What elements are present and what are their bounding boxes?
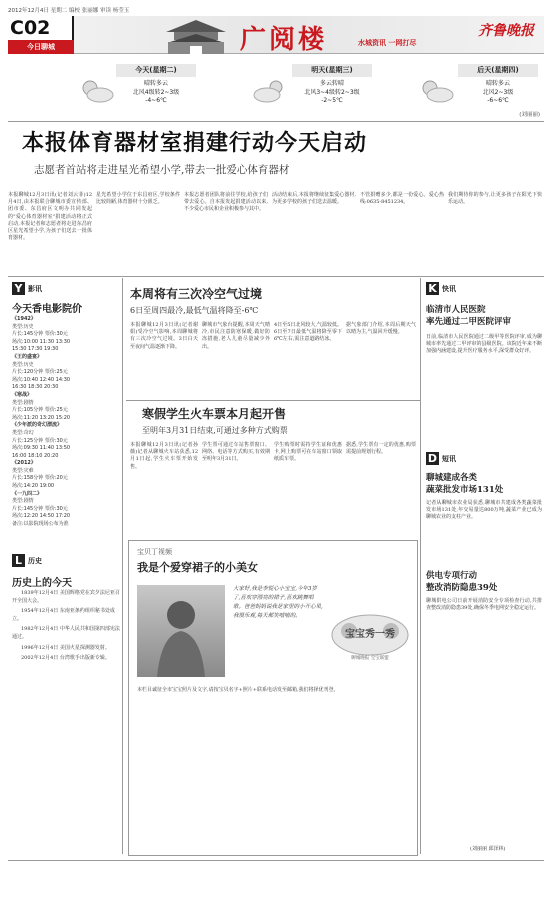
history-label: 历史 — [28, 556, 42, 565]
weather-day-2 — [292, 80, 372, 106]
movie-list-item: 类型:剧情 — [12, 498, 34, 505]
air-headline: 本周将有三次冷空气过境 — [130, 287, 263, 301]
movie-list — [12, 316, 120, 529]
column-subtitle: 水城资讯 一网打尽 — [358, 39, 417, 47]
history-list-item: 1954年12月4日 东南亚条约组织秘书处成立。 — [12, 608, 115, 622]
child-photo — [137, 585, 225, 677]
child-badge — [329, 611, 411, 663]
movie-list-item: 《寒战》 — [12, 391, 33, 398]
movie-list-item: 场次:10:00 11:30 13:30 — [12, 338, 71, 345]
brief-section-label — [426, 452, 456, 465]
movie-list-item: 类型:历史 — [12, 323, 34, 330]
weather-day-2-label: 明天(星期三) — [292, 64, 372, 77]
weather-day-3-wind: 北风2~3级 — [482, 88, 514, 96]
child-title: 我是个爱穿裙子的小美女 — [137, 561, 258, 574]
sun-cloud-icon — [418, 78, 454, 104]
air-col-4: 据气象部门介绍,本周后期天气以晴为主,气温回升缓慢。 — [346, 322, 416, 336]
weather-day-1-temp: -4~6℃ — [145, 97, 167, 104]
weather-day-1 — [116, 80, 196, 106]
movie-list-item: 片长:145分钟 票价:30元 — [12, 331, 68, 338]
weather-day-1-wind: 北风4级转2~3级 — [132, 88, 180, 96]
lead-col-3: 本报志愿者团队将前往学校,给孩子们带去爱心。自本报发起捐建活动以来,不少爱心市民和企业积极参与其中。 — [184, 192, 268, 213]
child-tag: 宝贝丁视频 — [137, 548, 172, 556]
movie-list-item: 16:30 18:30 20:30 — [12, 384, 59, 391]
movie-list-item: 场次:09:30 11:40 13:50 — [12, 445, 71, 452]
weather-day-3-label: 后天(星期四) — [458, 64, 538, 77]
sun-cloud-icon — [78, 78, 114, 104]
movie-list-item: 场次:10:40 12:40 14:30 — [12, 376, 71, 383]
movie-list-item: 《2012》 — [12, 460, 36, 467]
movie-section-label — [12, 282, 42, 295]
page-code: C02 — [8, 16, 74, 40]
weather-day-3-cond: 晴转多云 — [485, 80, 510, 87]
weather-day-1-label: 今天(星期二) — [116, 64, 196, 77]
brief-2-body: 聊城供电公司日前开展消防安全专项检查行动,共排查整改消防隐患39处,确保冬季电网安全稳定运行。 — [426, 598, 542, 612]
history-title: 历史上的今天 — [12, 578, 72, 589]
header-banner — [8, 16, 544, 54]
train-headline: 寒假学生火车票本月起开售 — [142, 407, 287, 421]
movie-list-item: 备注:以影院现场公布为准 — [12, 521, 69, 528]
air-col-2: 聊城市气象台提醒,本周天气晴冷,市民注意防寒保暖,做好防冻措施,老人儿童尽量减少外出。 — [202, 322, 270, 350]
movie-list-item: 片长:158分钟 票价:20元 — [12, 475, 68, 482]
movie-list-item: 类型:灾难 — [12, 467, 34, 474]
history-list — [12, 590, 120, 666]
child-feature-box — [128, 540, 418, 856]
movie-list-item: 《1942》 — [12, 316, 36, 322]
lead-col-1: 本报聊城12月3日讯(记者刘云菲)12月4日,由本报联合聊城市委宣传部、团市委、东昌府区文明办共同发起的"爱心体育器材室"捐建活动将正式启动,本报记者和志愿者将走进东昌府区星光希望小学,为孩子们送去一批体育器材。 — [8, 192, 92, 242]
weather-strip — [8, 56, 544, 120]
movie-list-item: 片长:120分钟 票价:25元 — [12, 369, 68, 376]
paper-logo: 齐鲁晚报 — [478, 23, 534, 39]
weather-day-2-cond: 多云转晴 — [319, 80, 344, 87]
movie-list-item: 《王的盛宴》 — [12, 353, 43, 360]
quick-section-label — [426, 282, 456, 295]
child-footer: 本栏目诚征全市宝宝照片及文字,请按宝贝名字+照片+联系电话发至邮箱,我们将择优刊登。 — [137, 687, 339, 693]
section-marker-y: Y — [12, 282, 25, 295]
brief-1-body: 记者从聊城市农业局获悉,聊城市共建成各类蔬菜批发市场131处,年交易量达800万吨,蔬菜产业已成为聊城农业的支柱产业。 — [426, 500, 542, 521]
movie-list-item: 片长:125分钟 票价:30元 — [12, 437, 68, 444]
movie-list-item: 15:30 17:30 19:30 — [12, 346, 59, 353]
brief-label: 短讯 — [442, 454, 456, 463]
weather-day-3 — [458, 80, 538, 106]
history-list-item: 1982年12月4日 中华人民共和国第四部宪法通过。 — [12, 626, 120, 640]
train-subheadline: 至明年3月31日结束,可通过多种方式购票 — [142, 426, 288, 435]
movie-list-item: 16:00 18:10 20:20 — [12, 452, 59, 459]
quick-title: 临清市人民医院 率先通过二甲医院评审 — [426, 305, 512, 327]
section-marker-l: L — [12, 554, 25, 567]
train-col-1: 本报聊城12月3日讯(记者孙薇)记者从聊城火车站获悉,12月1日起,学生火车票开始发售。 — [130, 442, 198, 470]
lead-col-6: 我们期待你的参与,让更多孩子在阳光下快乐运动。 — [448, 192, 542, 206]
lead-col-4: 活动结束后,本报将继续征集爱心器材,为更多学校的孩子们送去温暖。 — [272, 192, 356, 206]
weather-day-2-wind: 北风3~4级转2~3级 — [304, 88, 360, 96]
brief-2-title: 供电专项行动 整改消防隐患39处 — [426, 571, 498, 593]
weather-day-2-temp: -2~5℃ — [321, 97, 343, 104]
movie-list-item: 《一九四二》 — [12, 490, 43, 497]
badge-title: 宝宝秀一秀 — [345, 629, 395, 640]
brief-1-title: 聊城建成各类 蔬菜批发市场131处 — [426, 473, 504, 495]
brief-2-source: (刘丽丽 邱泽林) — [470, 846, 506, 852]
air-subheadline: 6日至周四最冷,最低气温将降至-6℃ — [130, 306, 259, 315]
air-col-3: 4日至5日北风较大,气温较低。6日至7日最低气温将降至零下6℃左右,需注意道路结冰。 — [274, 322, 342, 343]
movie-list-item: 场次:14:20 19:00 — [12, 483, 55, 490]
movie-list-item: 类型:历史 — [12, 361, 34, 368]
train-col-2: 学生票可通过车站售票窗口、网络、电话等方式购买,有效期至明年3月31日。 — [202, 442, 270, 463]
history-list-item: 1996年12月4日 美国火星探测器发射。 — [21, 644, 110, 651]
weather-source: (刘丽丽) — [519, 112, 540, 118]
history-list-item: 1839年12月4日 美国辉格党在宾夕法尼亚召开全国大会。 — [12, 590, 120, 604]
column-title: 广阅楼 — [240, 25, 328, 55]
movie-label: 影讯 — [28, 284, 42, 293]
child-body: 大家好,我是李悦心小宝宝,今年3岁了,喜欢穿漂亮的裙子,喜欢跳舞唱歌。爸爸妈妈说我是家里的小开心果,我很乐观,每天都笑嘻嘻的。 — [233, 586, 323, 619]
lead-col-2: 星光希望小学位于东昌府区,学校条件比较简陋,体育器材十分匮乏。 — [96, 192, 180, 206]
weather-day-1-cond: 晴转多云 — [143, 80, 168, 87]
section-label: 今日聊城 — [8, 40, 74, 54]
movie-list-item: 片长:105分钟 票价:25元 — [12, 407, 68, 414]
movie-title: 今天香电影院价 — [12, 304, 82, 315]
movie-list-item: 类型:奇幻 — [12, 429, 34, 436]
train-col-3: 学生购票时需持学生证和优惠卡,网上购票可在车站窗口领取纸质车票。 — [274, 442, 342, 463]
movie-list-item: 场次:12:20 14:50 17:20 — [12, 513, 71, 520]
movie-list-item: 片长:145分钟 票价:30元 — [12, 505, 68, 512]
movie-list-item: 《少年派的奇幻漂流》 — [12, 422, 63, 429]
history-section-label — [12, 554, 42, 567]
section-marker-d: D — [427, 452, 438, 465]
weather-day-3-temp: -6~6℃ — [487, 97, 509, 104]
child-silhouette-icon — [137, 585, 225, 677]
main-subheadline: 志愿者首站将走进星光希望小学,带去一批爱心体育器材 — [34, 164, 290, 176]
badge-subtitle: 聊城晚报 宝宝联盟 — [351, 656, 389, 661]
movie-list-item: 类型:剧情 — [12, 399, 34, 406]
main-headline: 本报体育器材室捐建行动今天启动 — [22, 131, 368, 156]
dateline: 2012年12月4日 星期二 编校 张丽娜 审读 杨莹玉 — [8, 8, 130, 14]
quick-body: 日前,临清市人民医院通过二级甲等医院评审,成为聊城市率先通过二甲评审的县级医院。该院近年来不断加强内涵建设,提升医疗服务水平,深受群众好评。 — [426, 334, 542, 355]
air-col-1: 本报聊城12月3日讯(记者谢娟)受冷空气影响,本周聊城将有三次冷空气过境。3日白天至夜间气温逐渐下降。 — [130, 322, 198, 350]
train-col-4: 据悉,学生票有一定的优惠,购票需提前规划行程。 — [346, 442, 416, 456]
movie-list-item: 场次:11:20 13:20 15:20 — [12, 414, 71, 421]
quick-label: 快讯 — [442, 284, 456, 293]
section-marker-k: K — [426, 282, 439, 295]
lead-col-5: 不管捐赠多少,都是一份爱心。爱心热线:0635-8451234。 — [360, 192, 444, 206]
cloud-sun-icon — [252, 78, 288, 104]
gate-tower-icon — [156, 18, 236, 54]
history-list-item: 2002年12月4日 台湾歌手出版新专辑。 — [21, 655, 110, 662]
